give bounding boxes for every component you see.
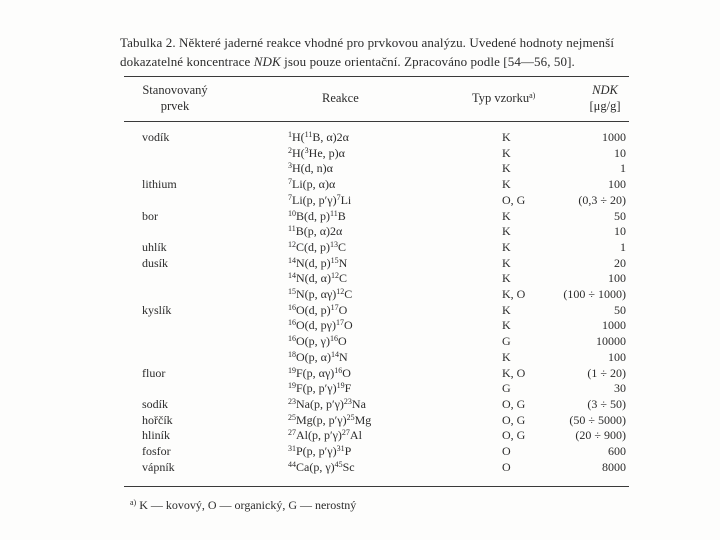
mass-number: 2	[288, 146, 292, 155]
sample-type-cell: K, O	[502, 287, 526, 301]
footnote-text: K — kovový, O — organický, G — nerostný	[136, 498, 357, 512]
reaction-text: Li	[340, 193, 352, 207]
reaction-text: C(d, p)	[296, 240, 330, 254]
mass-number: 23	[343, 397, 352, 406]
header-element-line-1: Stanovovaný	[142, 83, 208, 97]
ndk-cell: 100	[608, 271, 626, 285]
reaction-text: H(	[292, 130, 305, 144]
mass-number: 16	[288, 303, 296, 312]
mass-number: 11	[304, 130, 313, 139]
sample-type-cell: O, G	[502, 413, 526, 427]
reaction-text: O(p, α)	[296, 350, 331, 364]
mass-number: 19	[288, 381, 296, 390]
sample-type-cell: K	[502, 240, 511, 254]
mass-number: 27	[341, 428, 350, 437]
ndk-cell: (50 ÷ 5000)	[569, 413, 626, 427]
element-cell: hořčík	[142, 413, 173, 427]
element-cell: sodík	[142, 397, 169, 411]
element-cell: lithium	[142, 177, 177, 191]
reaction-text: N(d, p)	[296, 256, 331, 270]
mass-number: 3	[288, 161, 292, 170]
reaction-text: Li(p, α)α	[292, 177, 336, 191]
ndk-cell: (0,3 ÷ 20)	[578, 193, 626, 207]
ndk-cell: 8000	[602, 460, 626, 474]
element-cell: bor	[142, 209, 158, 223]
reaction-cell	[288, 256, 347, 270]
reaction-text: N(d, α)	[296, 271, 331, 285]
reaction-cell	[288, 350, 348, 364]
reaction-text: N	[338, 350, 348, 364]
mass-number: 11	[330, 209, 338, 218]
reaction-text: Li(p, p′γ)	[292, 193, 337, 207]
reaction-cell	[288, 303, 347, 317]
sample-type-cell: G	[502, 334, 511, 348]
ndk-cell: 1	[620, 240, 626, 254]
reaction-text: O(d, p)	[296, 303, 331, 317]
sample-type-cell: K	[502, 350, 511, 364]
reaction-text: B(p, α)2α	[295, 224, 343, 238]
header-ndk: NDK	[592, 83, 618, 97]
mass-number: 16	[288, 334, 296, 343]
reaction-cell	[288, 209, 346, 223]
mass-number: 14	[288, 271, 296, 280]
sample-type-cell: O, G	[502, 397, 526, 411]
reaction-text: Mg(p, p′γ)	[296, 413, 347, 427]
reaction-text: O	[343, 318, 353, 332]
reaction-text: N	[338, 256, 348, 270]
mass-number: 12	[336, 287, 345, 296]
footnote	[130, 498, 356, 512]
sample-type-cell: G	[502, 381, 511, 395]
mass-number: 19	[288, 366, 296, 375]
mass-number: 25	[346, 413, 355, 422]
mass-number: 17	[330, 303, 339, 312]
sample-type-cell: K	[502, 146, 511, 160]
reaction-text: Al(p, p′γ)	[296, 428, 342, 442]
reaction-text: Na(p, p′γ)	[296, 397, 344, 411]
reaction-text: O	[342, 366, 351, 380]
mass-number: 3	[304, 146, 309, 155]
reaction-text: H(d, n)α	[292, 161, 333, 175]
reaction-text: Ca(p, γ)	[296, 460, 335, 474]
element-cell: dusík	[142, 256, 169, 270]
reaction-text: He, p)α	[308, 146, 345, 160]
reaction-cell	[288, 366, 351, 380]
mass-number: 27	[288, 428, 296, 437]
header-sample-type	[472, 91, 535, 106]
header-sample-type-label: Typ vzorku	[472, 91, 530, 105]
mass-number: 16	[288, 318, 296, 327]
reaction-cell	[288, 161, 333, 175]
reaction-text: B	[337, 209, 346, 223]
reaction-text: B, α)2α	[312, 130, 349, 144]
mass-number: 13	[330, 240, 338, 249]
reaction-cell	[288, 413, 371, 427]
reaction-cell	[288, 381, 351, 395]
sample-type-cell: K	[502, 130, 511, 144]
reaction-cell	[288, 318, 353, 332]
sample-type-cell: K	[502, 271, 511, 285]
sample-type-cell: O	[502, 460, 511, 474]
table-caption	[120, 33, 660, 71]
reaction-cell	[288, 224, 342, 238]
reaction-text: O(d, pγ)	[296, 318, 336, 332]
mass-number: 16	[329, 334, 338, 343]
header-ndk-unit: [μg/g]	[589, 99, 621, 113]
reaction-text: Al	[349, 428, 362, 442]
caption-line-2-end: jsou pouze orientační. Zpracováno podle [54—56, 50].	[280, 54, 575, 69]
reaction-text: B(d, p)	[296, 209, 330, 223]
reaction-cell	[288, 193, 351, 207]
ndk-cell: 100	[608, 177, 626, 191]
ndk-cell: 1000	[602, 130, 626, 144]
reaction-text: Mg	[354, 413, 372, 427]
reaction-text: O(p, γ)	[296, 334, 330, 348]
mass-number: 7	[288, 193, 292, 202]
element-cell: vodík	[142, 130, 170, 144]
ndk-cell: (20 ÷ 900)	[575, 428, 626, 442]
caption-line-1: Tabulka 2. Některé jaderné reakce vhodné pro prvkovou analýzu. Uvedené hodnoty nejmenší	[120, 35, 615, 50]
mass-number: 7	[336, 193, 341, 202]
sample-type-cell: O, G	[502, 193, 526, 207]
reaction-text: N(p, αγ)	[296, 287, 337, 301]
ndk-cell: 600	[608, 444, 626, 458]
mass-number: 31	[288, 444, 296, 453]
mass-number: 10	[288, 209, 296, 218]
mass-number: 18	[288, 350, 296, 359]
sample-type-cell: K	[502, 177, 511, 191]
ndk-cell: 50	[614, 209, 626, 223]
reaction-cell	[288, 287, 352, 301]
sample-type-cell: K	[502, 224, 511, 238]
mass-number: 16	[334, 366, 343, 375]
bottom-rule	[124, 486, 629, 487]
top-rule	[124, 76, 629, 77]
reaction-text: O	[337, 334, 347, 348]
sample-type-cell: O	[502, 444, 511, 458]
ndk-cell: 10000	[596, 334, 626, 348]
reaction-cell	[288, 130, 349, 144]
ndk-cell: 1	[620, 161, 626, 175]
element-cell: kyslík	[142, 303, 172, 317]
reaction-text: O	[338, 303, 348, 317]
reaction-text: C	[344, 287, 353, 301]
mass-number: 12	[330, 271, 339, 280]
reaction-cell	[288, 177, 335, 191]
mass-number: 15	[288, 287, 296, 296]
element-cell: vápník	[142, 460, 175, 474]
mass-number: 1	[288, 130, 292, 139]
ndk-cell: 10	[614, 224, 626, 238]
sample-type-cell: K	[502, 209, 511, 223]
element-cell: fosfor	[142, 444, 171, 458]
reaction-cell	[288, 397, 366, 411]
mass-number: 25	[288, 413, 296, 422]
sample-type-cell: K	[502, 318, 511, 332]
sample-type-cell: K, O	[502, 366, 526, 380]
reaction-text: P(p, p′γ)	[296, 444, 337, 458]
sample-type-cell: O, G	[502, 428, 526, 442]
caption-line-2	[120, 52, 660, 71]
reaction-cell	[288, 460, 355, 474]
mass-number: 14	[288, 256, 296, 265]
mass-number: 17	[335, 318, 344, 327]
reaction-text: Na	[351, 397, 366, 411]
reaction-cell	[288, 334, 347, 348]
element-cell: fluor	[142, 366, 166, 380]
reaction-text: Sc	[342, 460, 355, 474]
reaction-cell	[288, 444, 351, 458]
mass-number: 23	[288, 397, 296, 406]
ndk-cell: 30	[614, 381, 626, 395]
sample-type-cell: K	[502, 161, 511, 175]
reaction-text: F	[344, 381, 352, 395]
reaction-cell	[288, 240, 346, 254]
ndk-cell: 20	[614, 256, 626, 270]
reaction-text: P	[344, 444, 352, 458]
reaction-cell	[288, 146, 345, 160]
reaction-text: H(	[292, 146, 305, 160]
mass-number: 12	[288, 240, 296, 249]
header-element-line-2: prvek	[160, 99, 190, 113]
mass-number: 31	[336, 444, 345, 453]
ndk-cell: (1 ÷ 20)	[587, 366, 626, 380]
ndk-cell: 1000	[602, 318, 626, 332]
ndk-cell: (100 ÷ 1000)	[563, 287, 626, 301]
header-reaction: Reakce	[322, 91, 359, 105]
sample-type-cell: K	[502, 303, 511, 317]
mass-number: 19	[336, 381, 345, 390]
footnote-mark: a)	[130, 498, 137, 507]
reaction-text: F(p, p′γ)	[296, 381, 337, 395]
mass-number: 45	[334, 460, 343, 469]
header-sample-type-note: a)	[529, 91, 536, 100]
mass-number: 14	[330, 350, 339, 359]
sample-type-cell: K	[502, 256, 511, 270]
ndk-cell: 100	[608, 350, 626, 364]
ndk-cell: 10	[614, 146, 626, 160]
reaction-cell	[288, 428, 362, 442]
mass-number: 15	[330, 256, 339, 265]
caption-ndk-abbr: NDK	[253, 54, 281, 69]
reaction-text: C	[338, 271, 347, 285]
reaction-text: C	[338, 240, 347, 254]
ndk-cell: 50	[614, 303, 626, 317]
mass-number: 11	[288, 224, 296, 233]
mass-number: 44	[288, 460, 296, 469]
header-rule	[124, 121, 629, 122]
reaction-cell	[288, 271, 347, 285]
caption-line-2-start: dokazatelné koncentrace	[120, 54, 254, 69]
reaction-text: F(p, αγ)	[296, 366, 335, 380]
element-cell: uhlík	[142, 240, 167, 254]
mass-number: 7	[288, 177, 292, 186]
ndk-cell: (3 ÷ 50)	[587, 397, 626, 411]
element-cell: hliník	[142, 428, 171, 442]
